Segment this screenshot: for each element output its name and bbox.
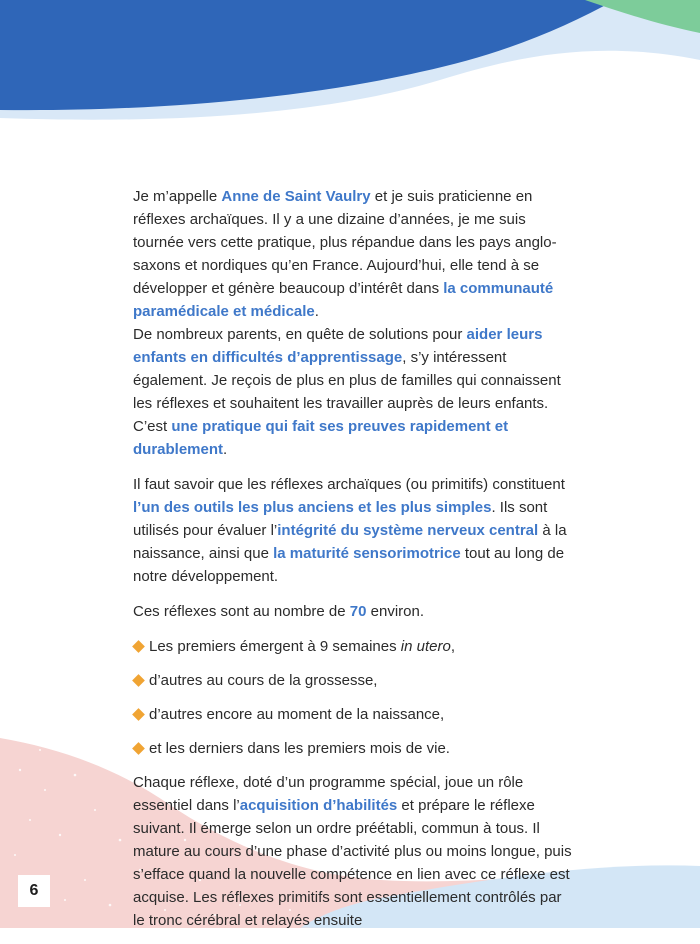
diamond-bullet-icon: [132, 742, 145, 755]
list-item: d’autres encore au moment de la naissance,: [133, 703, 573, 726]
paragraph-count: Ces réflexes sont au nombre de 70 environ.: [133, 603, 425, 620]
list-item: d’autres au cours de la grossesse,: [133, 669, 573, 692]
diamond-bullet-icon: [132, 708, 145, 721]
highlight-nervous-system: intégrité du système nerveux central: [277, 522, 539, 539]
paragraph-intro: Je m’appelle Anne de Saint Vaulry et je suis praticienne en réflexes archaïques. Il y a une dizaine d’années, je me suis tournée vers cette pratique, plus répandue dans les pays anglo-saxons et nordiques qu’en France. Aujourd’hui, elle tend à se développer et génère beaucoup d’intérêt dans la communauté paramédicale et médicale. De nombreux parents, en quête de solutions pour aider leurs enfants en difficultés d’apprentissage, s’y intéressent également. Je reçois de plus en plus de familles qui connaissent les réflexes et souhaitent les travailler auprès de leurs enfants. C’est une pratique qui fait ses preuves rapidement et durablement.: [133, 188, 561, 458]
bullet-list: [133, 635, 573, 760]
diamond-bullet-icon: [132, 640, 145, 653]
page-number: 6: [18, 875, 50, 907]
highlight-number: 70: [349, 603, 367, 620]
highlight-tools: l’un des outils les plus anciens et les plus simples: [133, 499, 492, 516]
main-text: [133, 185, 573, 944]
list-item: et les derniers dans les premiers mois de vie.: [133, 737, 573, 760]
highlight-name: Anne de Saint Vaulry: [221, 188, 371, 205]
highlight-skills: acquisition d’habilités: [239, 797, 398, 814]
highlight-maturity: la maturité sensorimotrice: [273, 545, 461, 562]
diamond-bullet-icon: [132, 674, 145, 687]
highlight-practice: une pratique qui fait ses preuves rapidement et durablement: [133, 418, 509, 458]
highlight-community: la communauté paramédicale et médicale: [133, 280, 554, 320]
highlight-help-children: aider leurs enfants en difficultés d’apprentissage: [133, 326, 543, 366]
paragraph-development: Chaque réflexe, doté d’un programme spécial, joue un rôle essentiel dans l’acquisition d’habilités et prépare le réflexe suivant. Il émerge selon un ordre préétabli, commun à tous. Il mature au cours d’une phase d’activité plus ou moins longue, puis s’efface quand la nouvelle compétence en lien avec ce réflexe est acquise. Les réflexes primitifs sont essentiellement contrôlés par le tronc cérébral et relayés ensuite: [133, 774, 572, 929]
list-item: Les premiers émergent à 9 semaines in utero,: [133, 635, 573, 658]
paragraph-reflexes: Il faut savoir que les réflexes archaïques (ou primitifs) constituent l’un des outils les plus anciens et les plus simples. Ils sont utilisés pour évaluer l’intégrité du système nerveux central à la naissance, ainsi que la maturité sensorimotrice tout au long de notre développement.: [133, 476, 567, 585]
